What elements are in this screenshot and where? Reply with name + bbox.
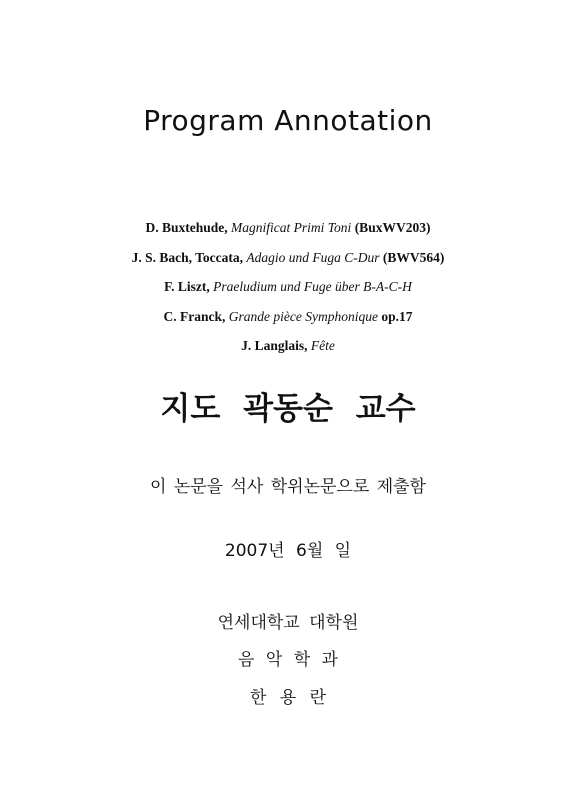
author-name: 한 용 란 xyxy=(249,688,327,708)
work-item xyxy=(0,213,576,243)
work-composer: C. Franck, xyxy=(163,308,226,324)
university-name: 연세대학교 대학원 xyxy=(217,613,359,633)
work-catalog: op.17 xyxy=(381,308,413,324)
submission-note: 이 논문을 석사 학위논문으로 제출함 xyxy=(150,477,426,497)
work-title: Magnificat Primi Toni xyxy=(231,220,352,235)
document-title: Program Annotation xyxy=(143,104,433,137)
work-catalog: (BWV564) xyxy=(382,249,445,265)
works-list xyxy=(0,213,576,361)
work-title: Fête xyxy=(310,338,335,353)
advisor-line: 지도 곽동순 교수 xyxy=(160,391,416,427)
work-composer: J. Langlais, xyxy=(241,338,308,353)
submission-date: 2007년 6월 일 xyxy=(224,541,352,561)
work-title: Adagio und Fuga C-Dur xyxy=(246,249,380,265)
work-composer: F. Liszt, xyxy=(164,279,210,294)
work-title: Praeludium und Fuge über B-A-C-H xyxy=(213,279,412,294)
work-item xyxy=(0,243,576,273)
work-item xyxy=(0,272,576,302)
work-item xyxy=(0,302,576,332)
work-item xyxy=(0,331,576,361)
work-composer: J. S. Bach, Toccata, xyxy=(131,249,243,265)
work-catalog: (BuxWV203) xyxy=(354,220,431,235)
department-name: 음 악 학 과 xyxy=(238,650,338,670)
work-title: Grande pièce Symphonique xyxy=(228,308,378,324)
work-composer: D. Buxtehude, xyxy=(145,220,228,235)
